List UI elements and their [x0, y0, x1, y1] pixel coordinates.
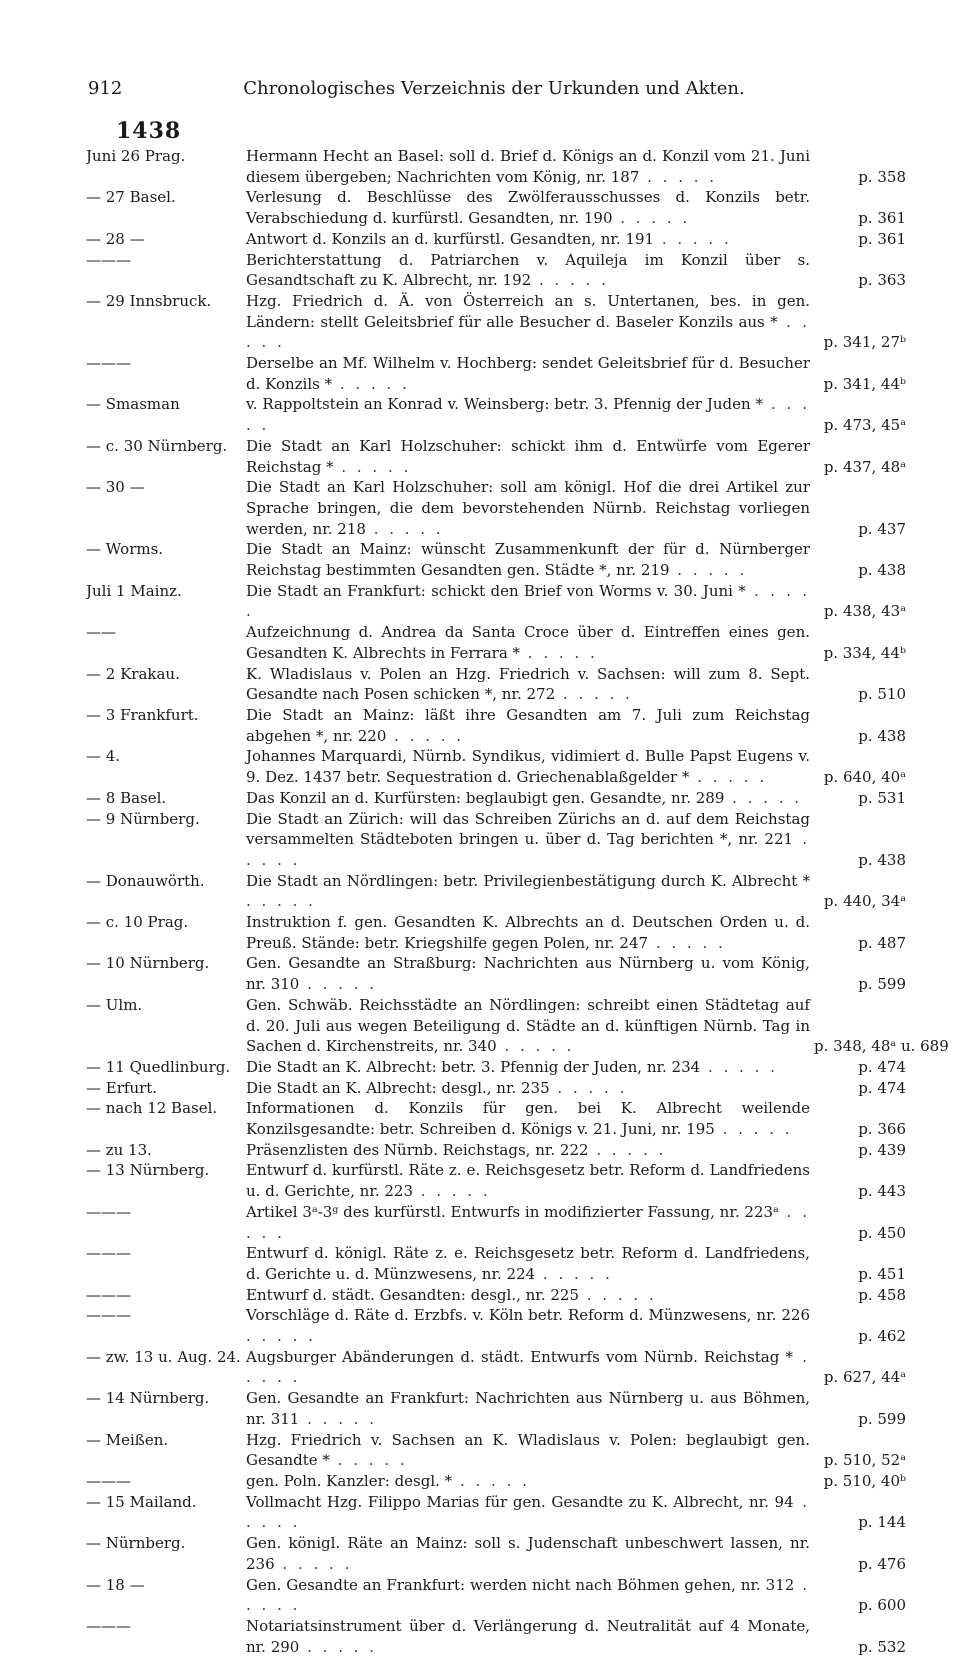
entry-text — [246, 1078, 810, 1099]
page-reference: p. 438 — [858, 850, 906, 869]
entry-text — [246, 809, 810, 871]
list-item — [86, 1202, 906, 1243]
page-reference: p. 348, 48ᵃ u. 689 — [814, 1037, 949, 1056]
entry-date: — zw. 13 u. Aug. 24. — [86, 1347, 241, 1366]
list-item — [86, 1243, 906, 1284]
entry-text — [246, 229, 810, 250]
page-reference: p. 510 — [858, 685, 906, 704]
page-reference: p. 599 — [858, 975, 906, 994]
leader-dots: . . . . . — [724, 788, 803, 807]
entry-text — [246, 953, 810, 994]
list-item — [86, 1140, 906, 1161]
page-reference: p. 438 — [858, 726, 906, 745]
leader-dots: . . . . . — [648, 933, 726, 952]
page-reference: p. 487 — [858, 933, 906, 952]
leader-dots: . . . . . — [246, 581, 810, 621]
list-item — [86, 705, 906, 746]
entry-text-content: Verlesung d. Beschlüsse des Zwölferausschusses d. Konzils betr. Verabschiedung d. kurfürstl. Gesandten, nr. 190 — [246, 188, 810, 228]
entry-date: ——— — [86, 250, 131, 269]
list-item — [86, 1575, 906, 1616]
entry-text — [246, 1202, 810, 1243]
entry-text — [246, 477, 810, 539]
entry-text-content: Die Stadt an K. Albrecht: betr. 3. Pfennig der Juden, nr. 234 — [246, 1057, 701, 1076]
entry-text — [246, 1430, 810, 1471]
entry-text-content: Die Stadt an Karl Holzschuher: schickt ihm d. Entwürfe vom Egerer Reichstag * — [246, 436, 810, 476]
entry-text-content: Informationen d. Konzils für gen. bei K. Albrecht weilende Konzilsgesandte: betr. Schreiben d. Königs v. 21. Juni, nr. 195 — [246, 1099, 810, 1139]
entry-text-content: Gen. Schwäb. Reichsstädte an Nördlingen: schreibt einen Städtetag auf d. 20. Juli aus wegen Beteiligung d. Städte an d. künftigen Nürnb. Tag in Sachen d. Kirchenstreits, nr. 340 — [246, 995, 810, 1056]
leader-dots: . . . . . — [549, 1078, 628, 1097]
entry-date: — 9 Nürnberg. — [86, 809, 200, 828]
leader-dots: . . . . . — [496, 1037, 575, 1056]
leader-dots: . . . . . — [531, 271, 609, 290]
entry-date: — 27 Basel. — [86, 188, 176, 207]
entry-text — [246, 1243, 810, 1284]
page-reference: p. 510, 52ᵃ — [823, 1451, 906, 1470]
page-reference: p. 599 — [858, 1409, 906, 1428]
entry-text — [246, 581, 810, 622]
entry-text — [246, 664, 810, 705]
list-item — [86, 1533, 906, 1574]
leader-dots: . . . . . — [413, 1182, 491, 1201]
page-reference: p. 361 — [858, 209, 906, 228]
entry-date: — 3 Frankfurt. — [86, 705, 199, 724]
page-reference: p. 437 — [858, 519, 906, 538]
entry-text-content: Das Konzil an d. Kurfürsten: beglaubigt gen. Gesandte, nr. 289 — [246, 788, 725, 807]
list-item — [86, 394, 906, 435]
entry-text — [246, 1492, 810, 1533]
leader-dots: . . . . . — [274, 1554, 353, 1573]
leader-dots: . . . . . — [246, 892, 316, 911]
entry-date: — 13 Nürnberg. — [86, 1161, 210, 1180]
entry-text-content: Artikel 3ᵃ-3ᵍ des kurfürstl. Entwurfs in modifizierter Fassung, nr. 223ᵃ — [246, 1202, 779, 1221]
leader-dots: . . . . . — [452, 1472, 530, 1490]
page-reference: p. 473, 45ᵃ — [823, 416, 906, 435]
entry-text-content: Gen. Gesandte an Straßburg: Nachrichten aus Nürnberg u. vom König, nr. 310 — [246, 954, 810, 994]
entry-text — [246, 995, 810, 1057]
entry-text — [246, 1388, 810, 1429]
entry-list — [86, 146, 949, 1657]
leader-dots: . . . . . — [365, 519, 444, 538]
leader-dots: . . . . . — [246, 1492, 810, 1532]
entry-text-content: Gen. königl. Räte an Mainz: soll s. Judenschaft unbeschwert lassen, nr. 236 — [246, 1534, 810, 1573]
page-reference: p. 600 — [858, 1596, 906, 1615]
list-item — [86, 187, 906, 228]
entry-date: — 4. — [86, 747, 121, 766]
list-item — [86, 746, 906, 787]
entry-text — [246, 353, 810, 394]
list-item — [86, 1285, 906, 1306]
entry-date: ——— — [86, 1244, 131, 1263]
entry-text — [246, 291, 810, 353]
entry-date: — Worms. — [86, 540, 164, 559]
leader-dots: . . . . . — [246, 1575, 810, 1615]
page-reference: p. 363 — [858, 271, 906, 290]
entry-date: ——— — [86, 1306, 131, 1325]
page-reference: p. 443 — [858, 1182, 906, 1201]
entry-text-content: Hzg. Friedrich d. Ä. von Österreich an s. Untertanen, bes. in gen. Ländern: stellt Geleitsbrief für alle Besucher d. Baseler Konzils aus * — [246, 291, 810, 331]
page-reference: p. 510, 40ᵇ — [823, 1472, 906, 1490]
list-item — [86, 291, 906, 353]
entry-date: ——— — [86, 1202, 131, 1221]
list-item — [86, 477, 906, 539]
leader-dots: . . . . . — [669, 561, 748, 580]
list-item — [86, 1347, 906, 1388]
entry-date: Juni 26 Prag. — [86, 147, 186, 165]
leader-dots: . . . . . — [246, 1347, 810, 1387]
entry-text-content: Präsenzlisten des Nürnb. Reichstags, nr. 222 — [246, 1140, 589, 1159]
page-reference: p. 532 — [858, 1637, 906, 1656]
page-reference: p. 438, 43ᵃ — [823, 602, 906, 621]
leader-dots: . . . . . — [386, 726, 465, 745]
entry-text-content: Augsburger Abänderungen d. städt. Entwurfs vom Nürnb. Reichstag * — [246, 1347, 794, 1366]
entry-text-content: Antwort d. Konzils an d. kurfürstl. Gesandten, nr. 191 — [246, 229, 655, 248]
entry-text-content: Die Stadt an Frankfurt: schickt den Brief von Worms v. 30. Juni * — [246, 581, 746, 600]
entry-date: — Smasman — [86, 395, 180, 414]
entry-text — [246, 1575, 810, 1616]
entry-text — [246, 1616, 810, 1657]
entry-date: — Ulm. — [86, 995, 143, 1014]
entry-text-content: Aufzeichnung d. Andrea da Santa Croce über d. Eintreffen eines gen. Gesandten K. Albrechts in Ferrara * — [246, 623, 810, 662]
list-item — [86, 1616, 906, 1657]
entry-text — [246, 1471, 810, 1492]
entry-text — [246, 788, 810, 809]
entry-text-content: Instruktion f. gen. Gesandten K. Albrechts an d. Deutschen Orden u. d. Preuß. Stände: betr. Kriegshilfe gegen Polen, nr. 247 — [246, 913, 810, 952]
leader-dots: . . . . . — [639, 167, 718, 186]
entry-date: — Erfurt. — [86, 1078, 158, 1097]
list-item — [86, 581, 906, 622]
list-item — [86, 809, 906, 871]
list-item — [86, 1388, 906, 1429]
leader-dots: . . . . . — [555, 685, 633, 704]
entry-date: — 10 Nürnberg. — [86, 954, 210, 973]
year-heading: 1438 — [116, 118, 182, 144]
leader-dots: . . . . . — [689, 768, 768, 787]
entry-text-content: gen. Poln. Kanzler: desgl. * — [246, 1472, 453, 1490]
leader-dots: . . . . . — [246, 830, 810, 869]
entry-text — [246, 146, 810, 187]
entry-text — [246, 187, 810, 228]
entry-text-content: Hzg. Friedrich v. Sachsen an K. Wladislaus v. Polen: beglaubigt gen. Gesandte * — [246, 1430, 810, 1470]
leader-dots: . . . . . — [520, 643, 598, 662]
page-reference: p. 450 — [858, 1223, 906, 1242]
leader-dots: . . . . . — [714, 1120, 793, 1139]
entry-text-content: Notariatsinstrument über d. Verlängerung d. Neutralität auf 4 Monate, nr. 290 — [246, 1616, 810, 1656]
page-reference: p. 358 — [858, 167, 906, 186]
leader-dots: . . . . . — [246, 312, 810, 352]
page-reference: p. 334, 44ᵇ — [823, 643, 906, 662]
entry-date: — 28 — — [86, 229, 145, 248]
entry-text — [246, 436, 810, 477]
page-reference: p. 439 — [858, 1140, 906, 1159]
entry-text — [246, 705, 810, 746]
entry-date: — 29 Innsbruck. — [86, 291, 212, 310]
entry-date: — nach 12 Basel. — [86, 1099, 218, 1118]
leader-dots: . . . . . — [246, 1327, 316, 1346]
entry-date: — 8 Basel. — [86, 788, 167, 807]
page-reference: p. 474 — [858, 1078, 906, 1097]
entry-text — [246, 539, 810, 580]
list-item — [86, 622, 906, 663]
entry-date: — Donauwörth. — [86, 871, 205, 890]
page-reference: p. 531 — [858, 788, 906, 807]
entry-text — [246, 394, 810, 435]
page-reference: p. 361 — [858, 229, 906, 248]
leader-dots: . . . . . — [329, 1451, 408, 1470]
page-reference: p. 341, 27ᵇ — [823, 333, 906, 352]
entry-text-content: Entwurf d. königl. Räte z. e. Reichsgesetz betr. Reform d. Landfriedens, d. Gerichte u. d. Münzwesens, nr. 224 — [246, 1244, 810, 1283]
page-reference: p. 440, 34ᵃ — [823, 892, 906, 911]
entry-date: — 30 — — [86, 478, 145, 497]
list-item — [86, 912, 906, 953]
entry-date: —— — [86, 623, 116, 642]
list-item — [86, 1078, 906, 1099]
entry-date: ——— — [86, 354, 131, 373]
list-item — [86, 146, 906, 187]
entry-text — [246, 1305, 810, 1346]
list-item — [86, 539, 906, 580]
entry-date: ——— — [86, 1285, 131, 1304]
entry-text-content: Die Stadt an Zürich: will das Schreiben Zürichs an d. auf dem Reichstag versammelten Städteboten bringen u. über d. Tag berichten *, nr. 221 — [246, 809, 810, 849]
list-item — [86, 788, 906, 809]
entry-date: — Meißen. — [86, 1430, 169, 1449]
page-number: 912 — [88, 78, 123, 99]
entry-date: — Nürnberg. — [86, 1534, 186, 1553]
list-item — [86, 250, 906, 291]
entry-date: ——— — [86, 1472, 131, 1490]
list-item — [86, 1057, 906, 1078]
page-reference: p. 476 — [858, 1554, 906, 1573]
entry-text-content: Hermann Hecht an Basel: soll d. Brief d. Königs an d. Konzil vom 21. Juni diesem übergeben; Nachrichten vom König, nr. 187 — [246, 147, 810, 186]
entry-date: ——— — [86, 1616, 131, 1635]
leader-dots: . . . . . — [333, 457, 412, 476]
entry-text-content: Gen. Gesandte an Frankfurt: Nachrichten aus Nürnberg u. aus Böhmen, nr. 311 — [246, 1389, 810, 1428]
page-reference: p. 474 — [858, 1057, 906, 1076]
list-item — [86, 995, 949, 1057]
entry-date: — 2 Krakau. — [86, 664, 180, 683]
list-item — [86, 953, 906, 994]
page-reference: p. 437, 48ᵃ — [823, 457, 906, 476]
list-item — [86, 1492, 906, 1533]
leader-dots: . . . . . — [299, 1409, 378, 1428]
entry-text-content: v. Rappoltstein an Konrad v. Weinsberg: betr. 3. Pfennig der Juden * — [246, 395, 764, 414]
entry-text — [246, 622, 810, 663]
list-item — [86, 1430, 906, 1471]
page-reference: p. 366 — [858, 1120, 906, 1139]
entry-text-content: Die Stadt an Nördlingen: betr. Privilegienbestätigung durch K. Albrecht * — [246, 871, 810, 890]
entry-date: — c. 30 Nürnberg. — [86, 436, 228, 455]
leader-dots: . . . . . — [246, 1202, 811, 1242]
page-reference: p. 640, 40ᵃ — [823, 768, 906, 787]
list-item — [86, 871, 906, 912]
leader-dots: . . . . . — [654, 229, 732, 248]
list-item — [86, 664, 906, 705]
entry-text — [246, 746, 810, 787]
page-reference: p. 458 — [858, 1285, 906, 1304]
page-reference: p. 144 — [858, 1513, 906, 1532]
leader-dots: . . . . . — [588, 1140, 667, 1159]
entry-text — [246, 1160, 810, 1201]
page-reference: p. 341, 44ᵇ — [823, 374, 906, 393]
entry-text-content: Johannes Marquardi, Nürnb. Syndikus, vidimiert d. Bulle Papst Eugens v. 9. Dez. 1437 betr. Sequestration d. Griechenablaßgelder * — [246, 747, 810, 787]
entry-date: — 18 — — [86, 1575, 145, 1594]
entry-text-content: Die Stadt an Mainz: läßt ihre Gesandten am 7. Juli zum Reichstag abgehen *, nr. 220 — [246, 705, 810, 745]
entry-text-content: Die Stadt an Mainz: wünscht Zusammenkunft der für d. Nürnberger Reichstag bestimmten Gesandten gen. Städte *, nr. 219 — [246, 540, 810, 580]
entry-text-content: Die Stadt an Karl Holzschuher: soll am königl. Hof die drei Artikel zur Sprache bringen, die dem bevorstehenden Nürnb. Reichstag vorliegen werden, nr. 218 — [246, 478, 810, 538]
list-item — [86, 229, 906, 250]
entry-text — [246, 1140, 810, 1161]
entry-text — [246, 1347, 810, 1388]
page-header — [88, 78, 900, 108]
leader-dots: . . . . . — [332, 374, 410, 393]
leader-dots: . . . . . — [578, 1285, 657, 1304]
leader-dots: . . . . . — [299, 1637, 378, 1656]
page-reference: p. 462 — [858, 1327, 906, 1346]
leader-dots: . . . . . — [612, 209, 691, 228]
list-item — [86, 1305, 906, 1346]
entry-date: Juli 1 Mainz. — [86, 581, 182, 600]
leader-dots: . . . . . — [299, 975, 378, 994]
entry-text-content: Entwurf d. kurfürstl. Räte z. e. Reichsgesetz betr. Reform d. Landfriedens u. d. Gerichte, nr. 223 — [246, 1161, 810, 1201]
entry-text — [246, 1057, 810, 1078]
list-item — [86, 1160, 906, 1201]
entry-text — [246, 871, 810, 912]
entry-date: — 11 Quedlinburg. — [86, 1057, 231, 1076]
entry-text-content: K. Wladislaus v. Polen an Hzg. Friedrich v. Sachsen: will zum 8. Sept. Gesandte nach Posen schicken *, nr. 272 — [246, 664, 810, 704]
entry-text-content: Derselbe an Mf. Wilhelm v. Hochberg: sendet Geleitsbrief für d. Besucher d. Konzils * — [246, 354, 810, 393]
entry-text-content: Entwurf d. städt. Gesandten: desgl., nr. 225 — [246, 1285, 579, 1304]
leader-dots: . . . . . — [246, 395, 810, 435]
entry-text-content: Gen. Gesandte an Frankfurt: werden nicht nach Böhmen gehen, nr. 312 — [246, 1575, 795, 1594]
list-item — [86, 1471, 906, 1492]
page-reference: p. 451 — [858, 1264, 906, 1283]
entry-text — [246, 250, 810, 291]
entry-date: — 15 Mailand. — [86, 1492, 197, 1511]
list-item — [86, 436, 906, 477]
entry-text-content: Berichterstattung d. Patriarchen v. Aquileja im Konzil über s. Gesandtschaft zu K. Albrecht, nr. 192 — [246, 250, 810, 290]
entry-text-content: Vollmacht Hzg. Filippo Marias für gen. Gesandte zu K. Albrecht, nr. 94 — [246, 1492, 794, 1511]
entry-text-content: Die Stadt an K. Albrecht: desgl., nr. 235 — [246, 1078, 550, 1097]
entry-date: — zu 13. — [86, 1140, 152, 1159]
entry-text — [246, 912, 810, 953]
leader-dots: . . . . . — [700, 1057, 778, 1076]
leader-dots: . . . . . — [535, 1264, 613, 1283]
entry-text — [246, 1285, 810, 1306]
entry-text — [246, 1533, 810, 1574]
page-reference: p. 627, 44ᵃ — [823, 1368, 906, 1387]
list-item — [86, 1098, 906, 1139]
entry-date: — 14 Nürnberg. — [86, 1389, 210, 1408]
running-title: Chronologisches Verzeichnis der Urkunden und Akten. — [243, 78, 745, 99]
page-reference: p. 438 — [858, 561, 906, 580]
entry-date: — c. 10 Prag. — [86, 913, 189, 932]
entry-text — [246, 1098, 810, 1139]
entry-text-content: Vorschläge d. Räte d. Erzbfs. v. Köln betr. Reform d. Münzwesens, nr. 226 — [246, 1306, 810, 1325]
list-item — [86, 353, 906, 394]
